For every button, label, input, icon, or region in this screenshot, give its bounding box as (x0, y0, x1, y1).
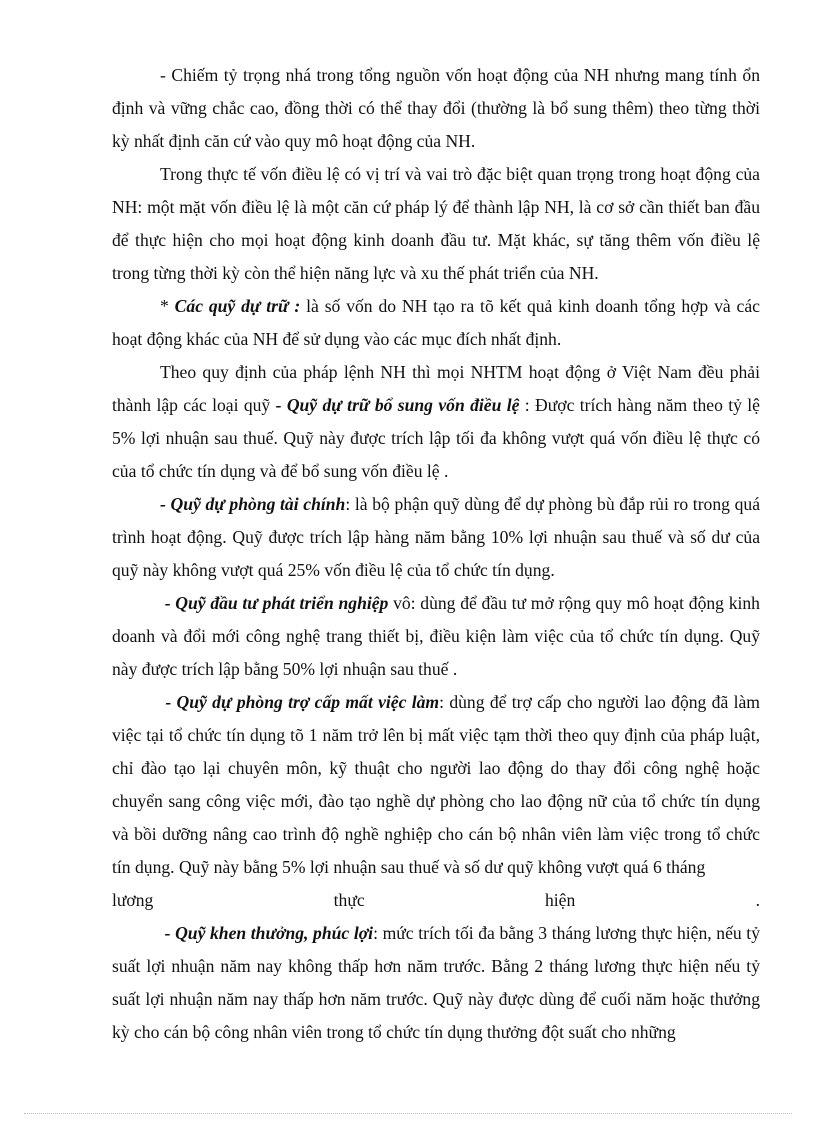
paragraph-last-line (112, 884, 760, 917)
paragraph-text: : là bộ phận quỹ dùng để dự phòng bù đắp rủi ro trong quá trình hoạt động. Quỹ được trích lập hàng năm bằng 10% lợi nhuận sau thuế và số dư của quỹ này không vượt quá 25% vốn điều lệ của tổ chức tín dụng. (112, 494, 760, 580)
paragraph-text: - Chiếm tỷ trọng nhá trong tổng nguồn vốn hoạt động của NH nhưng mang tính ổn định và vững chắc cao, đồng thời có thể thay đổi (thường là bổ sung thêm) theo từng thời kỳ nhất định căn cứ vào quy mô hoạt động của NH. (112, 65, 760, 151)
paragraph-heading: - Quỹ khen thưởng, phúc lợi (160, 923, 374, 943)
last-line-word: thực (333, 890, 365, 910)
paragraph-heading: - Quỹ dự phòng trợ cấp mất việc làm (160, 692, 440, 712)
paragraph-welfare-fund (112, 917, 760, 1049)
paragraph-financial-reserve (112, 488, 760, 587)
paragraph-reserve-funds (112, 290, 760, 356)
paragraph-supplementary-reserve (112, 356, 760, 488)
paragraph-heading: - Quỹ dự trữ bổ sung vốn điều lệ (275, 395, 520, 415)
last-line-word: lương (112, 890, 154, 910)
paragraph-unemployment-fund (112, 686, 760, 917)
paragraph-lead-text: Theo quy định của pháp lệnh NH thì mọi NHTM hoạt động ở Việt Nam đều phải thành lập các loại quỹ (112, 362, 760, 415)
page-bottom-divider (24, 1113, 792, 1114)
paragraph-text: : Được trích hàng năm theo tỷ lệ 5% lợi nhuận sau thuế. Quỹ này được trích lập tối đa không vượt quá vốn điều lệ thực có của tổ chức tín dụng và để bổ sung vốn điều lệ . (112, 395, 760, 481)
last-line-word: hiện (544, 890, 576, 910)
paragraph-text: vô: dùng để đầu tư mở rộng quy mô hoạt động kinh doanh và đổi mới công nghệ trang thiết bị, điều kiện làm việc của tổ chức tín dụng. Quỹ này được trích lập bằng 50% lợi nhuận sau thuế . (112, 593, 760, 679)
paragraph-charter-capital-share (112, 59, 760, 158)
paragraph-heading: - Quỹ đầu tư phát triển nghiệp (160, 593, 389, 613)
paragraph-heading: - Quỹ dự phòng tài chính (160, 494, 346, 514)
paragraph-charter-capital-role (112, 158, 760, 290)
paragraph-text: Trong thực tế vốn điều lệ có vị trí và vai trò đặc biệt quan trọng trong hoạt động của NH: một mặt vốn điều lệ là một căn cứ pháp lý để thành lập NH, là cơ sở cần thiết ban đầu để thực hiện cho mọi hoạt động kinh doanh đầu tư. Mặt khác, sự tăng thêm vốn điều lệ trong từng thời kỳ còn thể hiện năng lực và xu thế phát triển của NH. (112, 164, 760, 283)
bullet-prefix: * (160, 296, 175, 316)
paragraph-text: : mức trích tối đa bằng 3 tháng lương thực hiện, nếu tỷ suất lợi nhuận năm nay không thấp hơn năm trước. Bằng 2 tháng lương thực hiện nếu tỷ suất lợi nhuận năm nay thấp hơn năm trước. Quỹ này được dùng để cuối năm hoặc thưởng kỳ cho cán bộ công nhân viên trong tổ chức tín dụng thưởng đột suất cho những (112, 923, 760, 1042)
last-line-word: . (755, 890, 760, 910)
paragraph-text: : dùng để trợ cấp cho người lao động đã làm việc tại tổ chức tín dụng tõ 1 năm trở lên bị mất việc tạm thời theo quy định của pháp luật, chỉ đào tạo lại chuyên môn, kỹ thuật cho người lao động do thay đổi công nghệ hoặc chuyển sang công việc mới, đào tạo nghề dự phòng cho lao động nữ của tổ chức tín dụng và bồi dưỡng nâng cao trình độ nghề nghiệp cho cán bộ nhân viên làm việc trong tổ chức tín dụng. Quỹ này bằng 5% lợi nhuận sau thuế và số dư quỹ không vượt quá 6 tháng (112, 692, 760, 877)
paragraph-development-fund (112, 587, 760, 686)
paragraph-text: là số vốn do NH tạo ra tõ kết quả kinh doanh tổng hợp và các hoạt động khác của NH để sử dụng vào các mục đích nhất định. (112, 296, 760, 349)
paragraph-heading: Các quỹ dự trữ : (174, 296, 301, 316)
paragraph-body (112, 686, 760, 884)
